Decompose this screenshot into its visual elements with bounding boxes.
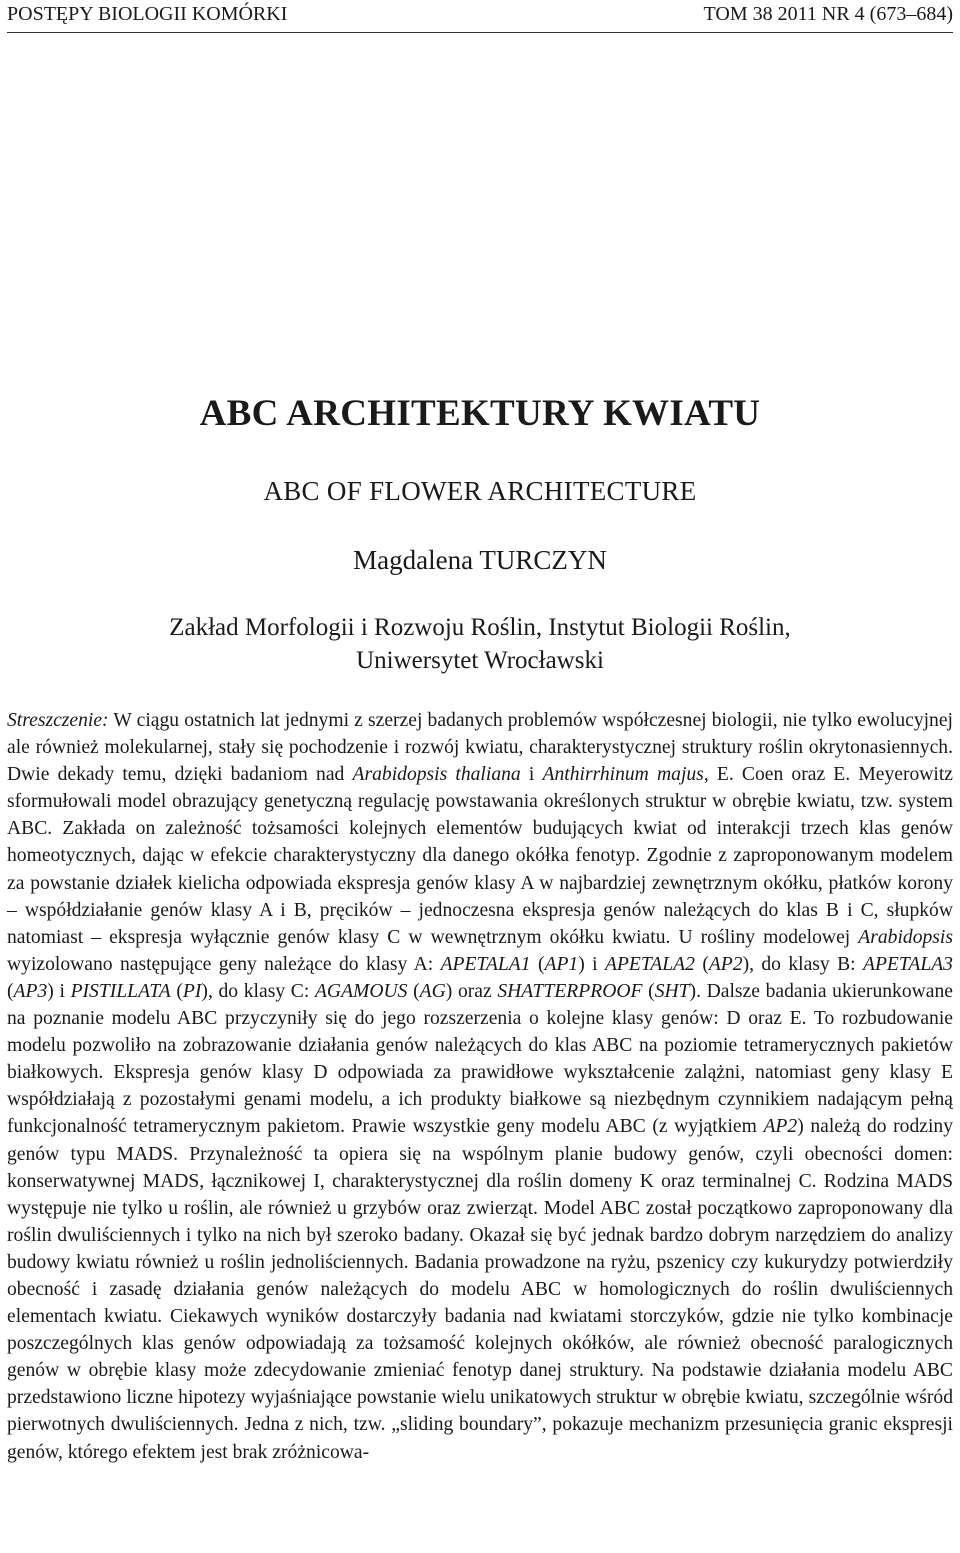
abstract-text: W ciągu ostatnich lat jednymi z szerzej badanych problemów współczesnej biologii, nie tylko ewolucyjnej ale również molekularnej, stały się pochodzenie i rozwój kwiatu, charakterystycznej struktury roślin okrytonasiennych. Dwie dekady temu, dzięki badaniom nad	[7, 710, 953, 786]
gene-name: APETALA3	[863, 953, 953, 975]
gene-symbol: AP2	[763, 1116, 798, 1138]
abstract-text: ) i	[578, 953, 605, 975]
gene-symbol: AP2	[708, 953, 743, 975]
abstract-text: ). Dalsze badania ukierunkowane na poznanie modelu ABC przyczyniły się do jego rozszerzenia o kolejne klasy genów: D oraz E. To rozbudowanie modelu pozwoliło na zobrazowanie działania genów należących do klas ABC na poziomie tetramerycznych pakietów białkowych. Ekspresja genów klasy D odpowiada za prawidłowe wykształcenie zalążni, natomiast geny klasy E współdziałają z pozostałymi genami modelu, a ich produkty białkowe są niezbędnym czynnikiem nadającym pełną funkcjonalność tetramerycznym pakietom. Prawie wszystkie geny modelu ABC (z wyjątkiem	[7, 980, 953, 1138]
running-head	[7, 0, 953, 32]
abstract-text: i	[520, 764, 543, 786]
abstract-text: (	[170, 980, 183, 1002]
affiliation	[0, 611, 960, 677]
abstract-text: ), do klasy C:	[201, 980, 315, 1002]
header-rule	[7, 32, 953, 33]
abstract-text: ) i	[47, 980, 71, 1002]
affiliation-line-1: Zakład Morfologii i Rozwoju Roślin, Instytut Biologii Roślin,	[169, 614, 791, 641]
gene-symbol: AP1	[544, 953, 579, 975]
abstract-text: (	[642, 980, 655, 1002]
article-subtitle: ABC OF FLOWER ARCHITECTURE	[263, 476, 697, 506]
journal-name: POSTĘPY BIOLOGII KOMÓRKI	[7, 3, 288, 25]
gene-symbol: AG	[419, 980, 446, 1002]
abstract-text: (	[694, 953, 709, 975]
gene-symbol: SHT	[654, 980, 690, 1002]
gene-name: PISTILLATA	[70, 980, 171, 1002]
abstract-label: Streszczenie:	[7, 710, 109, 731]
abstract-text: ) należą do rodziny genów typu MADS. Przynależność ta opiera się na wspólnym planie budowy genów, czyli obecności domen: konserwatywnej MADS, łącznikowej I, charakterystycznej dla roślin domeny K oraz terminalnej C. Rodzina MADS występuje nie tylko u roślin, ale również u grzybów oraz zwierząt. Model ABC został początkowo zaproponowany dla roślin dwuliściennych i tylko na nich był szeroko badany. Okazał się być jednak bardzo dobrym narzędziem do analizy budowy kwiatu również u roślin jednoliściennych. Badania prowadzone na ryżu, pszenicy czy kukurydzy potwierdziły obecność i zasadę działania genów należących do modelu ABC w homologicznych do roślin dwuliściennych elementach kwiatu. Ciekawych wyników dostarczyły badania nad kwiatami storczyków, gdzie nie tylko kombinacje poszczególnych klas genów odpowiadają za tożsamość kolejnych okółków, ale również obecność paralogicznych genów w obrębie klasy może zdecydowanie zmieniać fenotyp danej struktury. Na podstawie działania modelu ABC przedstawiono liczne hipotezy wyjaśniające powstanie wielu unikatowych struktur w obrębie kwiatu, szczególnie wśród pierwotnych dwuliściennych. Jedna z nich, tzw. „sliding boundary”, pokazuje mechanizm przesunięcia granic ekspresji genów, którego efektem jest brak zróżnicowa-	[7, 1116, 953, 1463]
gene-name: AGAMOUS	[314, 980, 408, 1002]
species-name: Arabidopsis thaliana	[352, 764, 521, 786]
article-title: ABC ARCHITEKTURY KWIATU	[199, 393, 761, 434]
gene-name: APETALA1	[440, 953, 531, 975]
species-name: Anthirrhinum majus	[542, 764, 704, 786]
abstract-text: (	[407, 980, 420, 1002]
abstract-text: wyizolowano następujące geny należące do klasy A:	[7, 953, 441, 975]
abstract	[7, 707, 953, 1466]
affiliation-line-2: Uniwersytet Wrocławski	[356, 647, 604, 674]
abstract-text: ) oraz	[445, 980, 498, 1002]
abstract-text: , E. Coen oraz E. Meyerowitz sformułowali model obrazujący genetyczną regulację powstawania określonych struktur w obrębie kwiatu, tzw. system ABC. Zakłada on zależność tożsamości kolejnych elementów budujących kwiat od interakcji trzech klas genów homeotycznych, dając w efekcie charakterystyczny dla danego okółka fenotyp. Zgodnie z zaproponowanym modelem za powstanie działek kielicha odpowiada ekspresja genów klasy A w najbardziej zewnętrznym okółku, płatków korony – współdziałanie genów klasy A i B, pręcików – jednoczesna ekspresja genów należących do klas B i C, słupków natomiast – ekspresja wyłącznie genów klasy C w wewnętrznym okółku kwiatu. U rośliny modelowej	[7, 764, 954, 948]
abstract-text: ), do klasy B:	[742, 953, 863, 975]
abstract-text: (	[7, 980, 14, 1002]
volume-info: TOM 38 2011 NR 4 (673–684)	[703, 3, 953, 25]
species-name: Arabidopsis	[858, 926, 953, 948]
gene-name: APETALA2	[604, 953, 695, 975]
gene-name: SHATTERPROOF	[497, 980, 643, 1002]
author-name: Magdalena TURCZYN	[353, 545, 607, 575]
abstract-text: (	[530, 953, 545, 975]
gene-symbol: AP3	[13, 980, 48, 1002]
gene-symbol: PI	[182, 980, 202, 1002]
